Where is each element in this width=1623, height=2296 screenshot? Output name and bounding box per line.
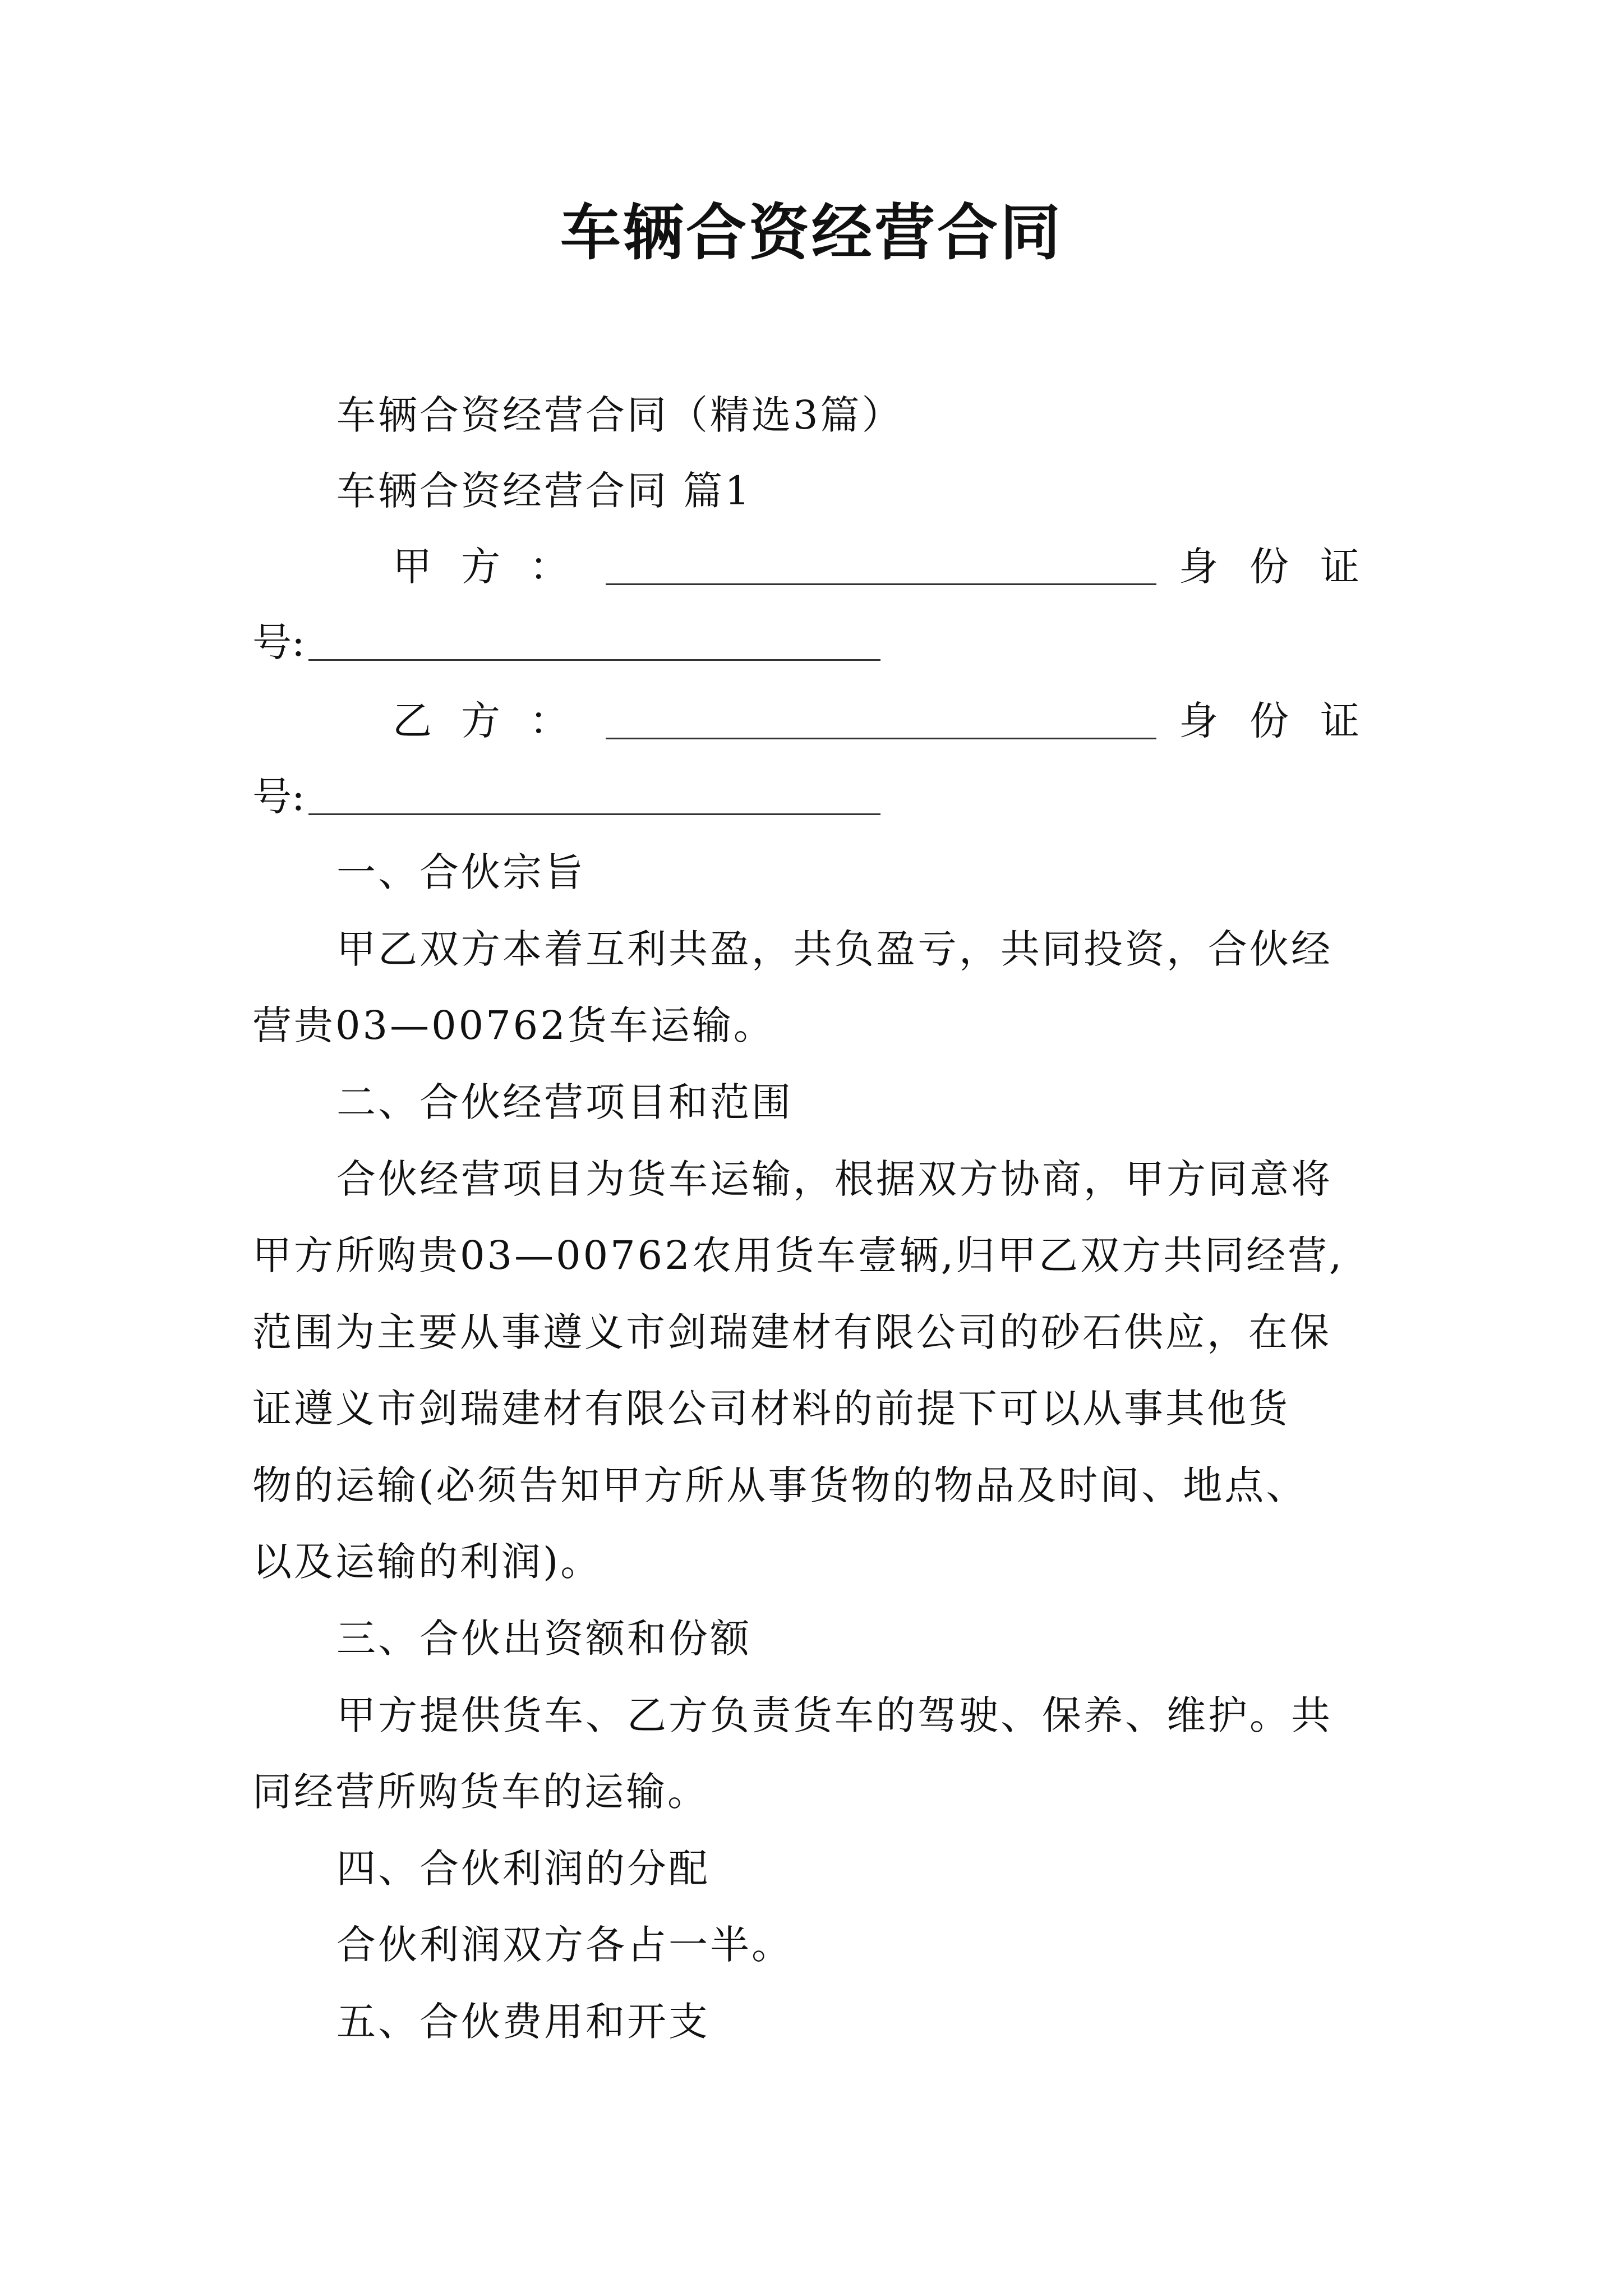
- party-b-row: [393, 693, 1391, 749]
- document-subtitle: 车辆合资经营合同（精选3篇）: [336, 392, 903, 438]
- party-b-id-label: 身份证: [1179, 698, 1391, 744]
- paragraph-line: 范围为主要从事遵义市剑瑞建材有限公司的砂石供应，在保: [252, 1309, 1331, 1355]
- party-b-id-cont: 号:: [252, 774, 305, 820]
- party-a-row: [393, 539, 1391, 595]
- party-a-id-blank: [308, 624, 880, 661]
- paragraph-line: 甲乙双方本着互利共盈，共负盈亏，共同投资，合伙经: [336, 926, 1332, 972]
- document-title: 车辆合资经营合同: [560, 197, 1063, 268]
- party-a-name-blank: [606, 549, 1156, 585]
- party-a-id-cont: 号:: [252, 619, 305, 665]
- party-a-label: 甲方：: [393, 544, 598, 590]
- section-heading: 三、合伙出资额和份额: [336, 1616, 751, 1662]
- party-b-id-blank: [308, 779, 880, 815]
- party-b-label: 乙方：: [393, 698, 598, 744]
- paragraph-line: 以及运输的利润)。: [252, 1539, 602, 1585]
- section-heading: 一、合伙宗旨: [336, 849, 585, 895]
- paragraph-line: 营贵03—00762货车运输。: [252, 1002, 775, 1048]
- paragraph-line: 合伙利润双方各占一半。: [336, 1922, 793, 1968]
- party-b-name-blank: [606, 703, 1156, 739]
- part-title: 车辆合资经营合同 篇1: [336, 468, 752, 514]
- paragraph-line: 物的运输(必须告知甲方所从事货物的物品及时间、地点、: [252, 1462, 1308, 1508]
- paragraph-line: 甲方提供货车、乙方负责货车的驾驶、保养、维护。共: [336, 1692, 1332, 1738]
- section-heading: 五、合伙费用和开支: [336, 1999, 710, 2045]
- paragraph-line: 合伙经营项目为货车运输，根据双方协商，甲方同意将: [336, 1156, 1332, 1202]
- paragraph-line: 证遵义市剑瑞建材有限公司材料的前提下可以从事其他货: [252, 1386, 1290, 1432]
- section-heading: 二、合伙经营项目和范围: [336, 1079, 793, 1125]
- paragraph-line: 同经营所购货车的运输。: [252, 1769, 709, 1815]
- paragraph-line: 甲方所购贵03—00762农用货车壹辆,归甲乙双方共同经营,: [252, 1232, 1344, 1278]
- party-a-id-row: [252, 614, 880, 670]
- section-heading: 四、合伙利润的分配: [336, 1846, 710, 1892]
- party-a-id-label: 身份证: [1179, 544, 1391, 590]
- party-b-id-row: [252, 769, 880, 825]
